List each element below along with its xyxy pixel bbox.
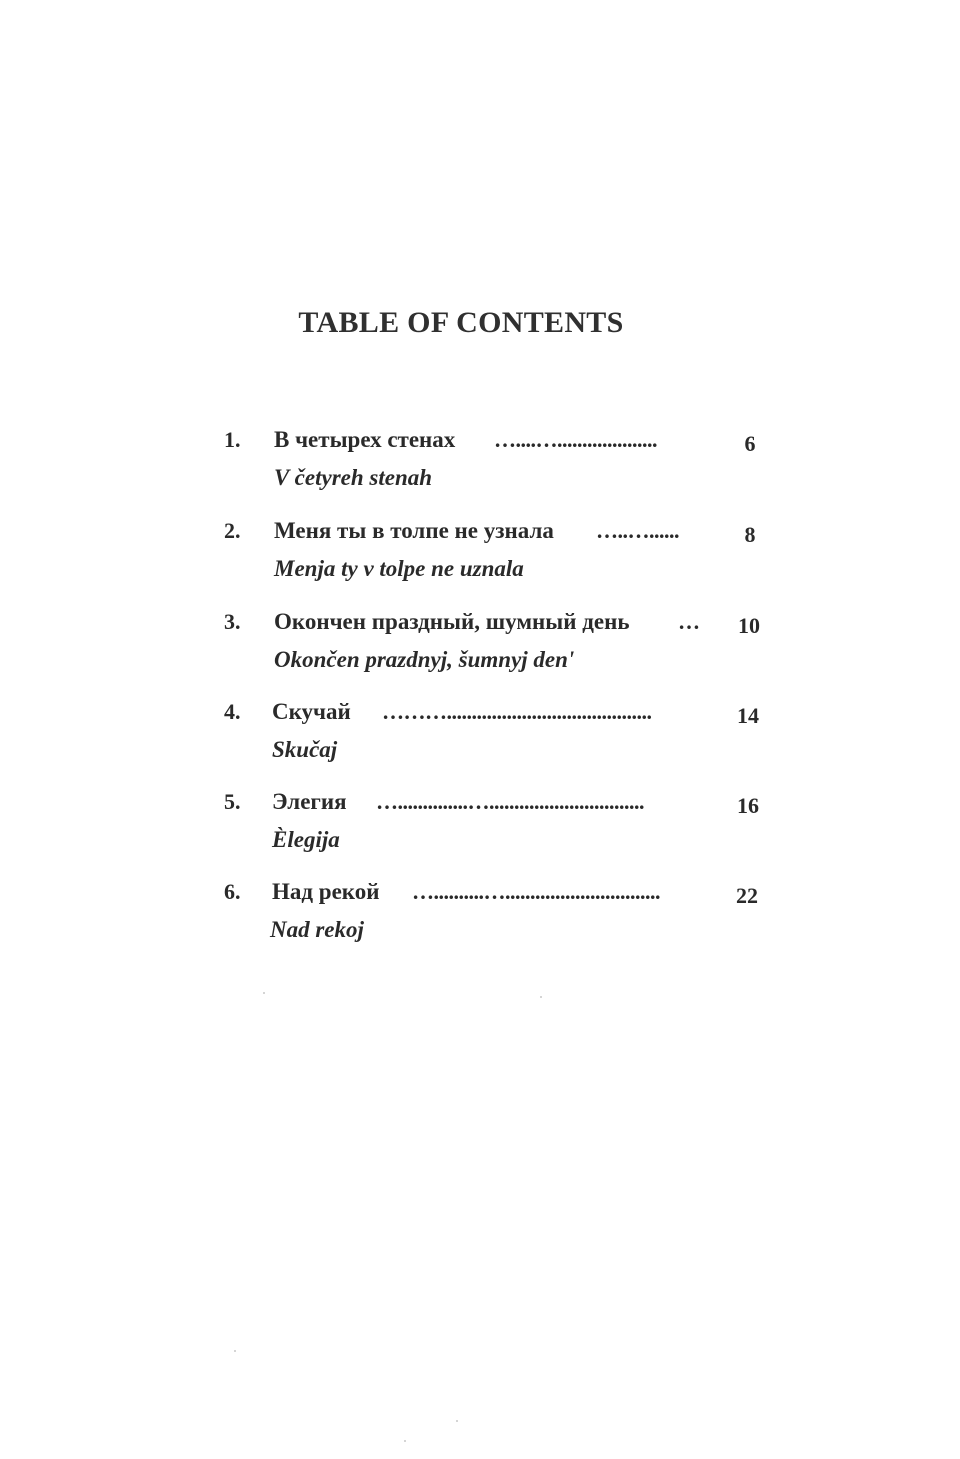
page-number: 6 [744,431,756,456]
paper-speck [540,996,542,998]
entry-transliteration: V četyreh stenah [274,465,433,490]
entry-title: Скучай [272,699,351,724]
toc-entry [0,789,960,869]
toc-entry [0,518,960,598]
page-number: 10 [738,613,760,638]
toc-entry [0,699,960,779]
dot-leader: ………......................................... [382,699,652,724]
entry-number: 4. [224,699,241,724]
entry-transliteration: Skučaj [272,737,338,762]
page-number: 14 [737,703,759,728]
entry-number: 3. [224,609,241,634]
entry-title: Меня ты в толпе не узнала [274,518,554,543]
toc-entry [0,427,960,507]
entry-title: Элегия [272,789,347,814]
entry-title: Над рекой [272,879,380,904]
page-title: TABLE OF CONTENTS [298,306,624,339]
entry-transliteration: Nad rekoj [270,917,364,942]
paper-speck [404,1440,406,1442]
entry-transliteration: Okončen prazdnyj, šumnyj den' [274,647,575,672]
entry-title: В четырех стенах [274,427,456,452]
paper-speck [456,1420,458,1422]
entry-number: 5. [224,789,241,814]
page-number: 22 [736,883,758,908]
paper-speck [234,1350,236,1352]
page-number: 16 [737,793,759,818]
entry-transliteration: Èlegija [272,827,340,852]
dot-leader: …..…...... [596,518,679,543]
entry-number: 2. [224,518,241,543]
dot-leader: …..............…............................... [376,789,644,814]
toc-entry [0,609,960,689]
dot-leader: …....….................... [494,427,657,452]
entry-transliteration: Menja ty v tolpe ne uznala [274,556,524,581]
dot-leader: … [678,609,700,634]
entry-title: Окончен праздный, шумный день [274,609,630,634]
page-number: 8 [744,522,756,547]
entry-number: 6. [224,879,241,904]
paper-speck [263,992,265,994]
toc-entry [0,879,960,959]
dot-leader: …..........…............................... [412,879,660,904]
entry-number: 1. [224,427,241,452]
